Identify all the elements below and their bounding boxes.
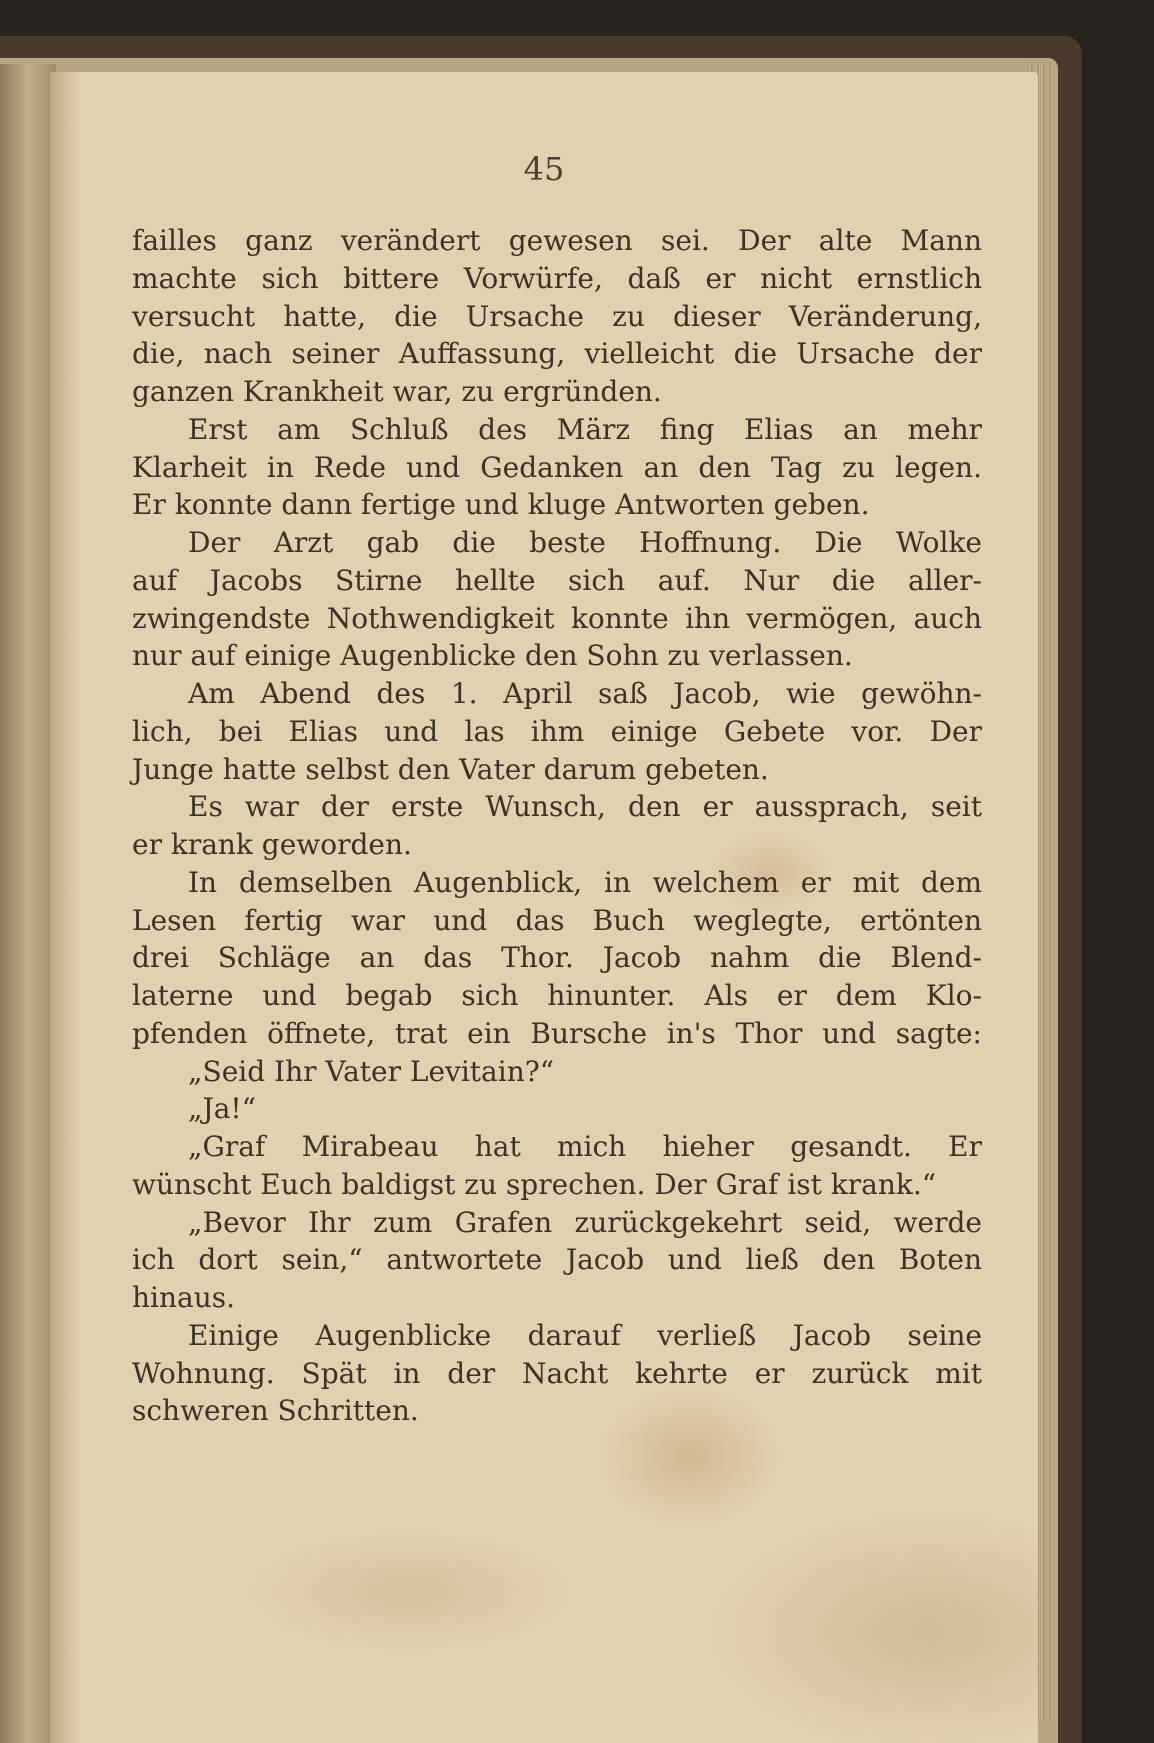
- text-line: schweren Schritten.: [132, 1394, 419, 1428]
- text-line: Junge hatte selbst den Vater darum gebeten.: [132, 752, 769, 786]
- text-line: ich dort sein,“ antwortete Jacob und ließ den Boten: [132, 1243, 982, 1277]
- text-line: „Seid Ihr Vater Levitain?“: [188, 1054, 555, 1088]
- text-line: „Ja!“: [188, 1092, 256, 1126]
- text-line: Klarheit in Rede und Gedanken an den Tag zu legen.: [132, 450, 982, 484]
- text-line: „Bevor Ihr zum Grafen zurückgekehrt seid, werde: [188, 1205, 982, 1239]
- text-line: drei Schläge an das Thor. Jacob nahm die Blend-: [132, 941, 982, 975]
- book-page: [50, 72, 1038, 1743]
- text-line: auf Jacobs Stirne hellte sich auf. Nur die aller-: [132, 563, 982, 597]
- facing-page-edge: [0, 64, 56, 1743]
- text-line: Er konnte dann fertige und kluge Antworten geben.: [132, 488, 870, 522]
- text-line: Am Abend des 1. April saß Jacob, wie gewöhn-: [188, 677, 982, 710]
- text-line: lich, bei Elias und las ihm einige Gebete vor. Der: [132, 714, 982, 748]
- text-line: wünscht Euch baldigst zu sprechen. Der Graf ist krank.“: [132, 1167, 937, 1201]
- text-line: die, nach seiner Auffassung, vielleicht die Ursache der: [132, 337, 982, 371]
- text-line: Erst am Schluß des März fing Elias an mehr: [188, 412, 982, 446]
- text-line: pfenden öffnete, trat ein Bursche in's Thor und sagte:: [132, 1016, 982, 1050]
- text-line: „Graf Mirabeau hat mich hieher gesandt. Er: [188, 1130, 982, 1163]
- text-line: er krank geworden.: [132, 828, 412, 861]
- text-line: laterne und begab sich hinunter. Als er dem Klo-: [132, 979, 982, 1012]
- text-line: Lesen fertig war und das Buch weglegte, ertönten: [132, 903, 982, 937]
- text-line: In demselben Augenblick, in welchem er mit dem: [188, 865, 982, 899]
- text-line: versucht hatte, die Ursache zu dieser Veränderung,: [132, 299, 982, 333]
- text-line: machte sich bittere Vorwürfe, daß er nicht ernstlich: [132, 261, 982, 295]
- text-line: zwingendste Nothwendigkeit konnte ihn vermögen, auch: [132, 601, 982, 635]
- text-line: Wohnung. Spät in der Nacht kehrte er zurück mit: [132, 1356, 982, 1390]
- text-line: Der Arzt gab die beste Hoffnung. Die Wolke: [188, 526, 982, 559]
- text-line: Es war der erste Wunsch, den er aussprach, seit: [188, 790, 982, 824]
- text-line: Einige Augenblicke darauf verließ Jacob seine: [188, 1318, 982, 1352]
- text-line: ganzen Krankheit war, zu ergründen.: [132, 375, 662, 408]
- page-number: 45: [523, 150, 565, 188]
- text-line: failles ganz verändert gewesen sei. Der alte Mann: [132, 224, 982, 257]
- body-text: [132, 222, 982, 1430]
- text-line: nur auf einige Augenblicke den Sohn zu verlassen.: [132, 639, 853, 673]
- text-line: hinaus.: [132, 1281, 236, 1314]
